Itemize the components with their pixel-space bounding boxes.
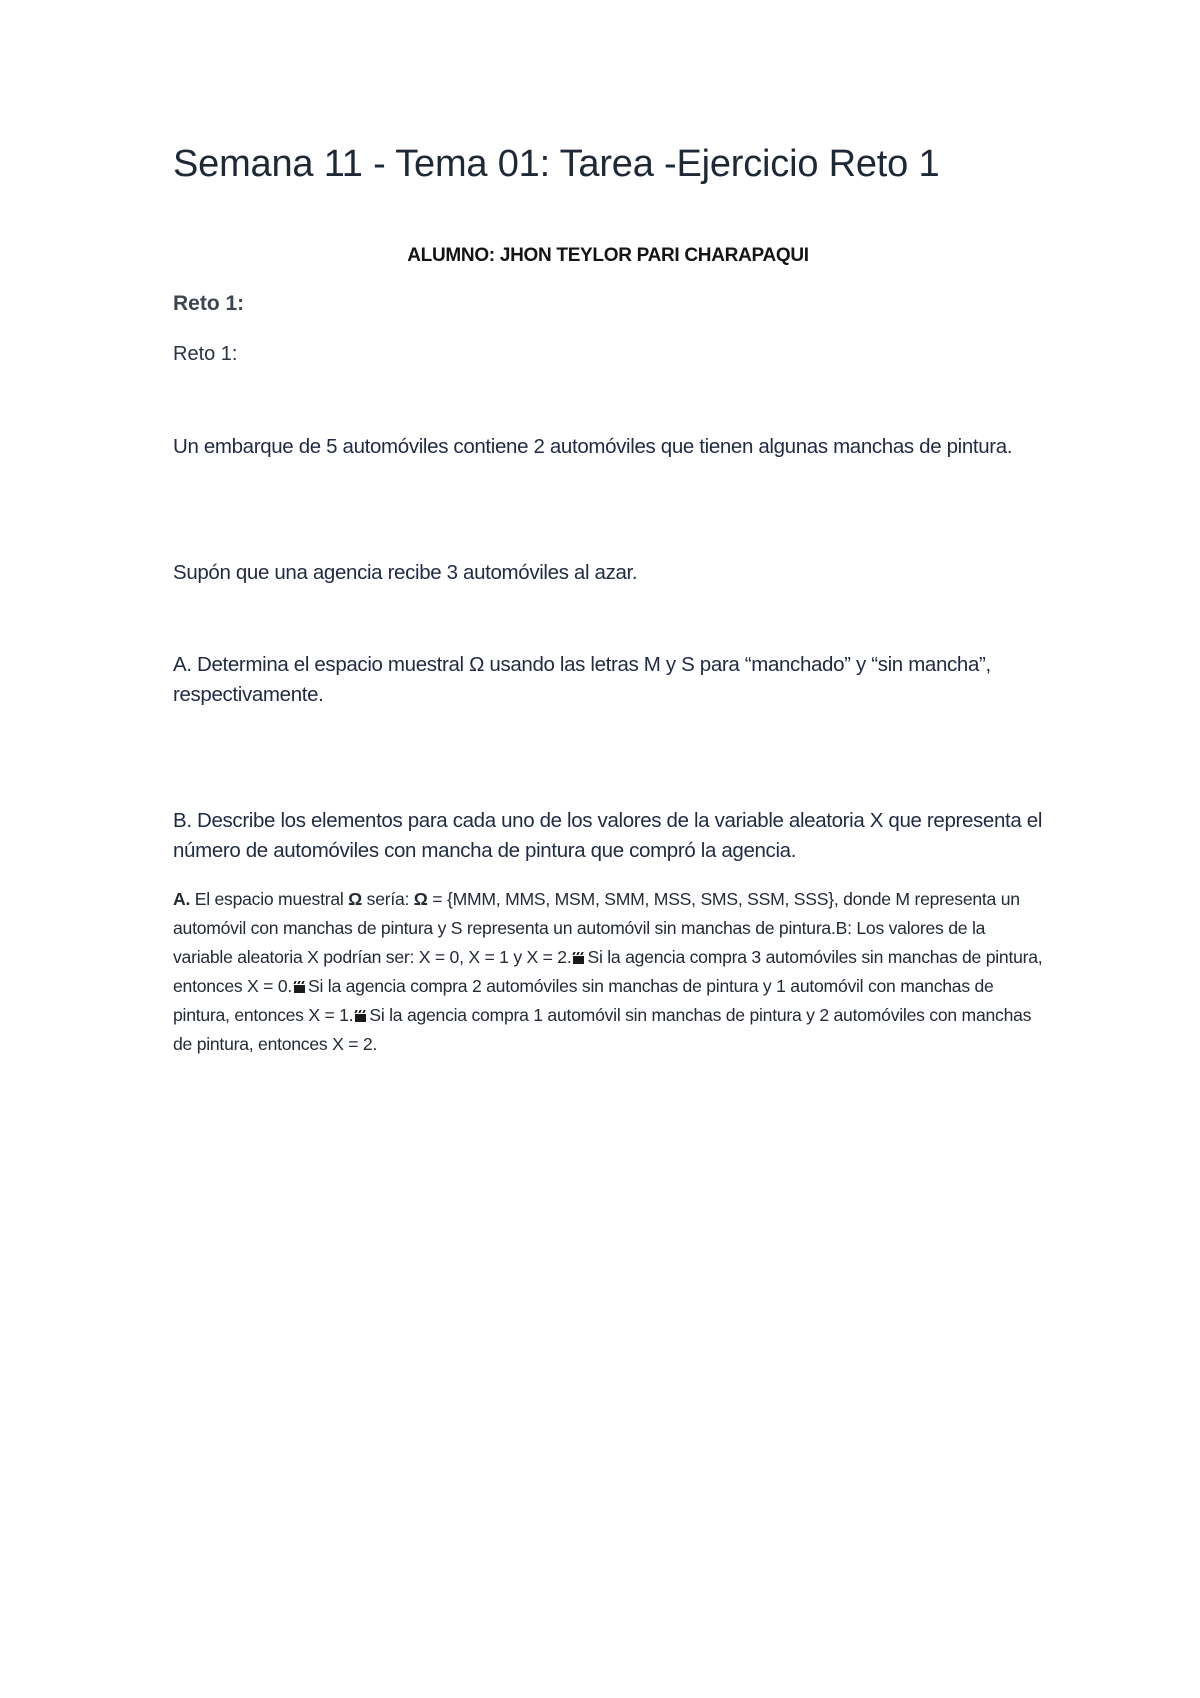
answer-a-text-1: El espacio muestral	[190, 889, 349, 909]
omega-symbol-2: Ω	[413, 889, 428, 909]
problem-statement-shipment: Un embarque de 5 automóviles contiene 2 automóviles que tienen algunas manchas de pintura.	[173, 435, 1013, 458]
question-b: B. Describe los elementos para cada uno de los valores de la variable aleatoria X que representa el número de automóviles con mancha de pintura que compró la agencia.	[173, 809, 1043, 862]
reto-heading: Reto 1:	[173, 292, 245, 315]
answer-a-text-3: = {MMM, MMS, MSM, SMM, MSS, SMS, SSM, SSS}, donde M representa un automóvil con manchas de pintura y S representa un automóvil sin manchas de pintura.	[173, 889, 1020, 938]
answer-b-text-3: Si la agencia compra 2 automóviles sin manchas de pintura y 1 automóvil con manchas de pintura, entonces X = 1.	[173, 976, 994, 1025]
answer-a-label: A.	[173, 889, 191, 909]
student-name: ALUMNO: JHON TEYLOR PARI CHARAPAQUI	[407, 245, 809, 266]
answer-b-text-1: Los valores de la variable aleatoria X podrían ser: X = 0, X = 1 y X = 2.	[173, 918, 986, 967]
answer-a-text-2: sería:	[362, 889, 414, 909]
reto-subheading: Reto 1:	[173, 343, 238, 365]
answer-b-text-4: Si la agencia compra 1 automóvil sin manchas de pintura y 2 automóviles con manchas de pintura, entonces X = 2.	[173, 1005, 1032, 1054]
answer-b-label: B:	[835, 918, 852, 938]
question-a: A. Determina el espacio muestral Ω usando las letras M y S para “manchado” y “sin mancha”, respectivamente.	[173, 653, 991, 706]
clapperboard-icon	[294, 981, 307, 993]
omega-symbol: Ω	[348, 889, 363, 909]
clapperboard-icon	[355, 1010, 368, 1022]
clapperboard-icon	[573, 952, 586, 964]
document-content	[173, 140, 1043, 1054]
document-title: Semana 11 - Tema 01: Tarea -Ejercicio Reto 1	[173, 143, 940, 185]
answer-b-text-2: Si la agencia compra 3 automóviles sin manchas de pintura, entonces X = 0.	[173, 947, 1043, 996]
answer-text	[173, 885, 1043, 1059]
problem-statement-agency: Supón que una agencia recibe 3 automóviles al azar.	[173, 561, 638, 584]
